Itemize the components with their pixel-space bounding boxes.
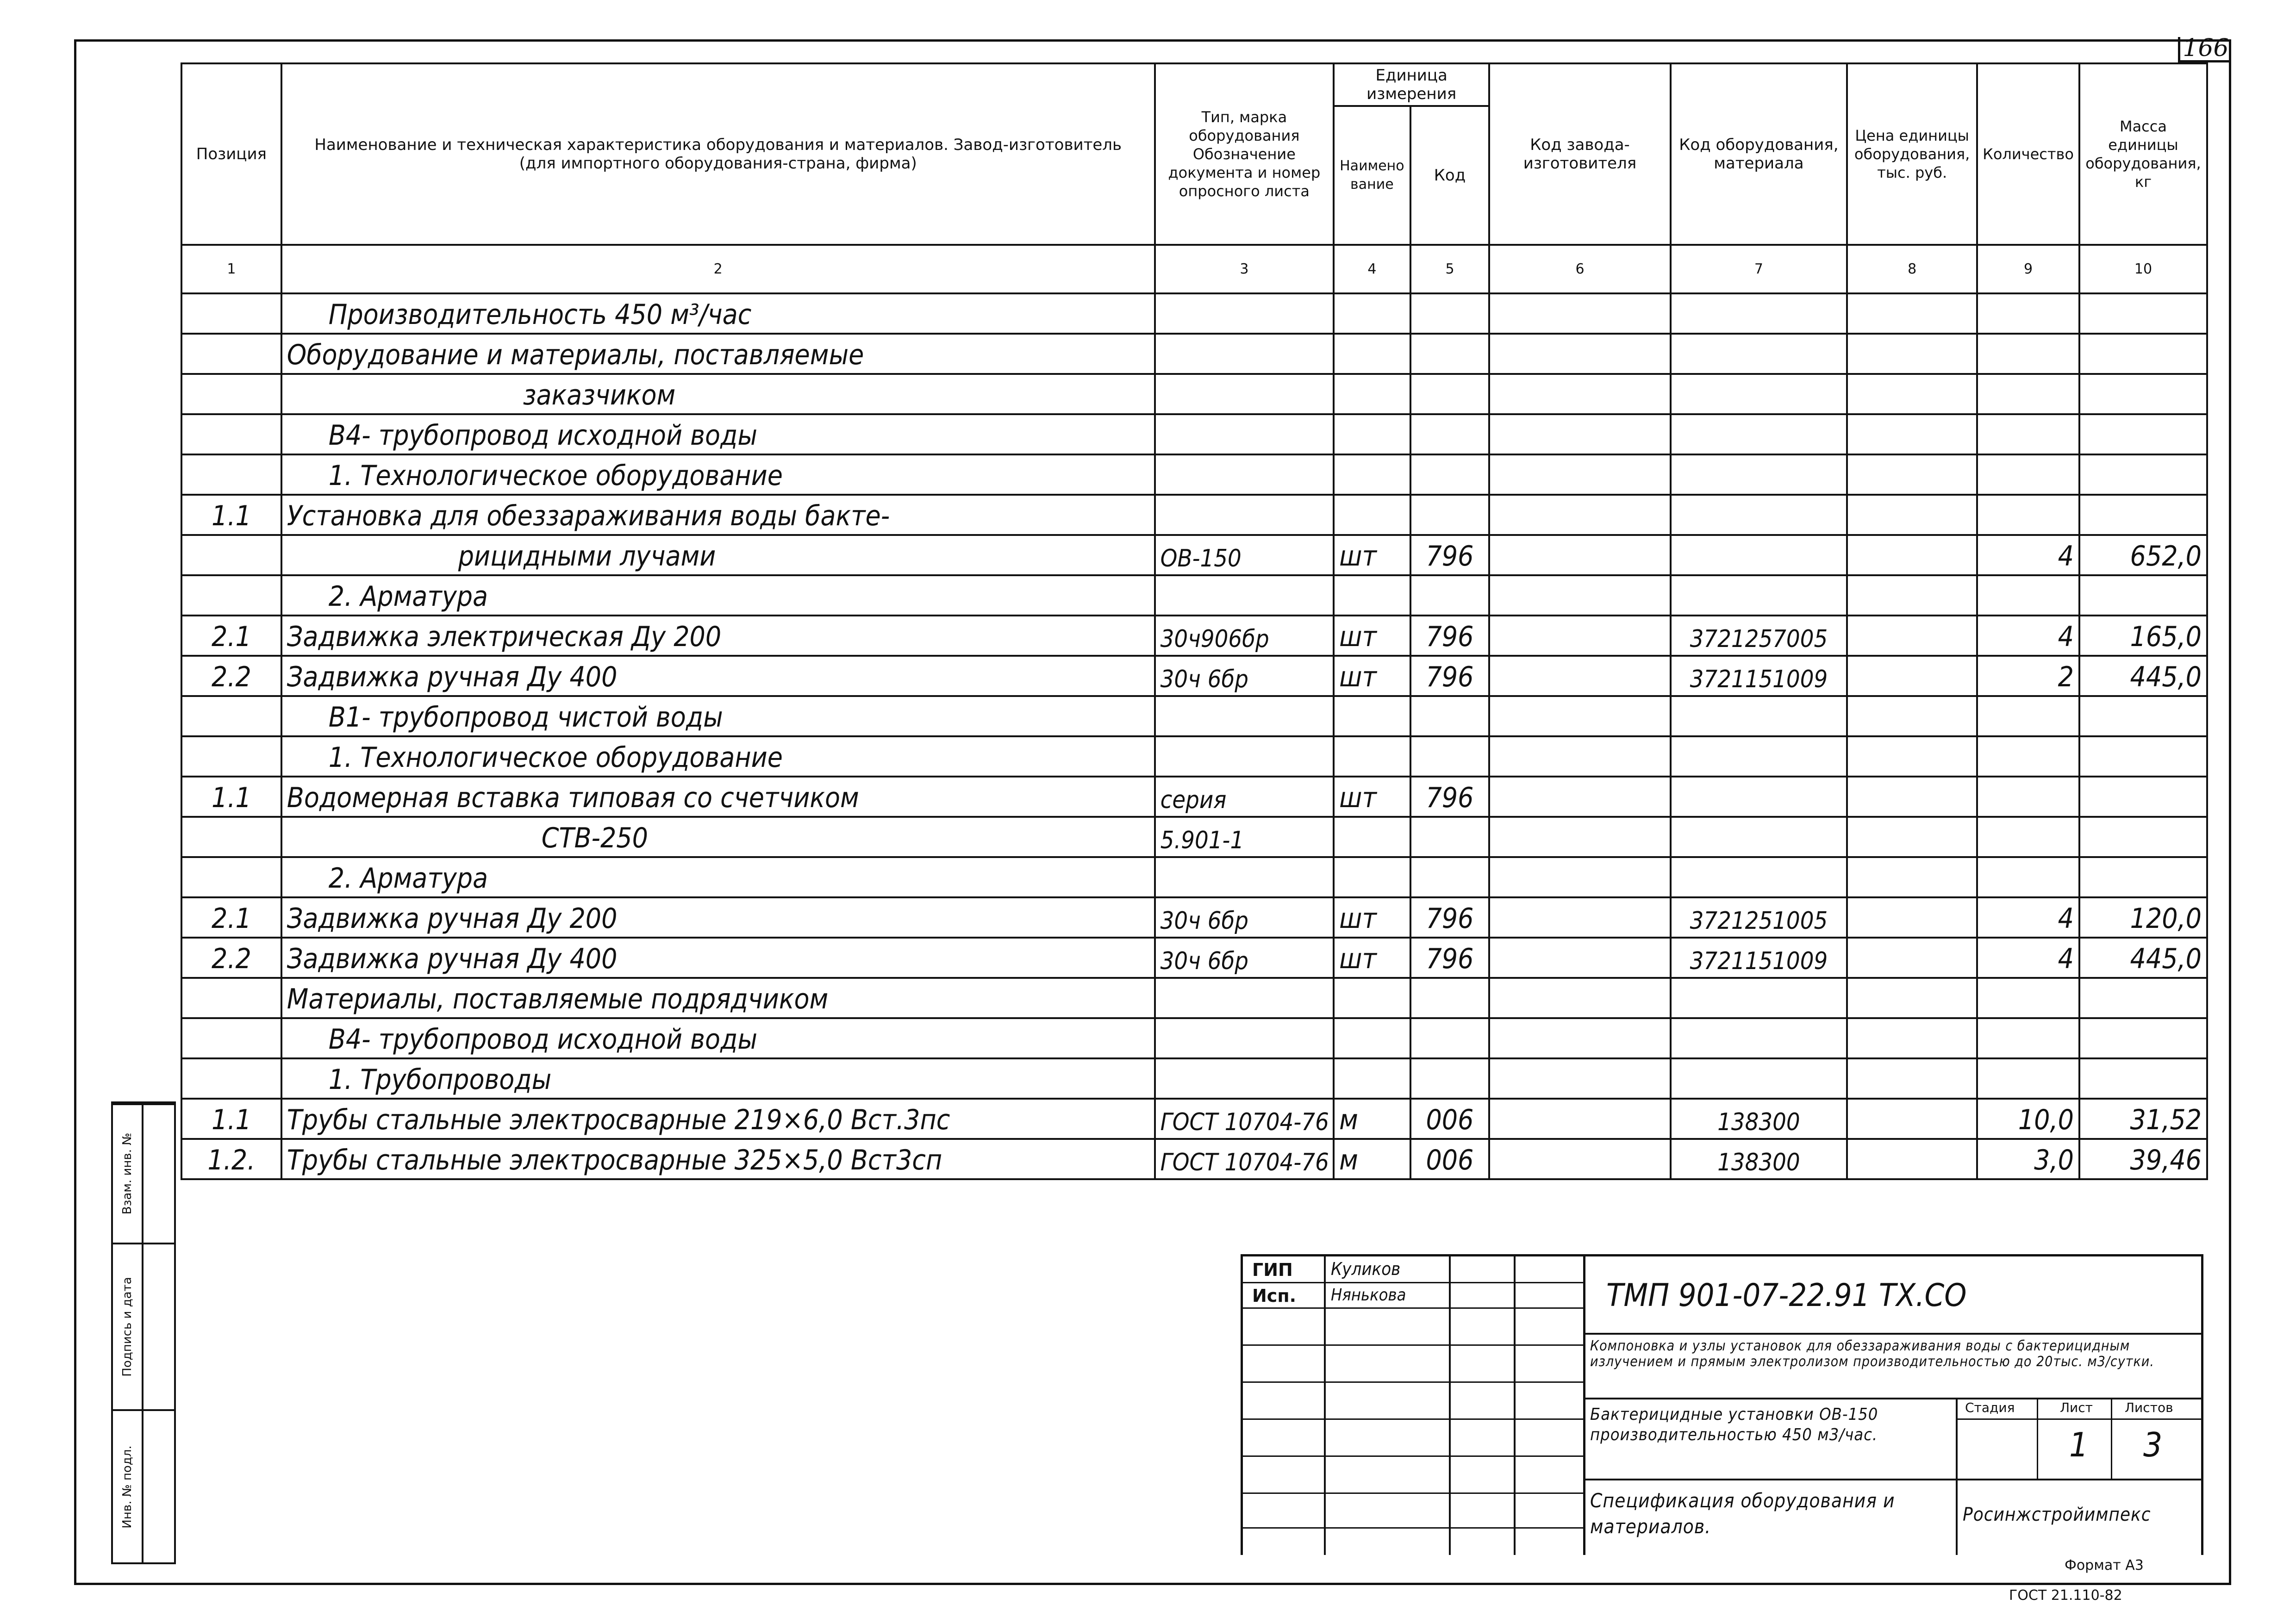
document-title: Спецификация оборудования и материалов. xyxy=(1590,1489,1895,1538)
unit-name-cell xyxy=(1334,414,1410,454)
table-row xyxy=(181,897,2207,938)
name-cell: Материалы, поставляемые подрядчиком xyxy=(281,978,1155,1018)
material-code-cell xyxy=(1671,1018,1847,1058)
type-cell: ГОСТ 10704-76 xyxy=(1155,1099,1334,1139)
material-code-cell xyxy=(1671,293,1847,334)
price-cell xyxy=(1847,575,1977,616)
type-cell xyxy=(1155,1058,1334,1099)
sheet-value: 1 xyxy=(2069,1425,2089,1464)
price-cell xyxy=(1847,938,1977,978)
format-label: Формат А3 xyxy=(2065,1557,2144,1573)
type-cell xyxy=(1155,495,1334,535)
price-cell xyxy=(1847,414,1977,454)
unit-code-cell xyxy=(1410,374,1490,414)
name-cell: Задвижка ручная Ду 200 xyxy=(281,897,1155,938)
price-cell xyxy=(1847,656,1977,696)
type-cell xyxy=(1155,857,1334,897)
type-cell xyxy=(1155,454,1334,495)
unit-name-cell: м xyxy=(1334,1139,1410,1179)
column-number: 1 xyxy=(181,245,281,293)
type-cell xyxy=(1155,696,1334,736)
header-quantity: Количество xyxy=(1977,63,2079,245)
name-cell: 1. Технологическое оборудование xyxy=(281,736,1155,777)
unit-code-cell xyxy=(1410,414,1490,454)
column-number: 3 xyxy=(1155,245,1334,293)
sheet-number: 166 xyxy=(2178,37,2231,62)
mass-cell xyxy=(2079,777,2207,817)
unit-code-cell: 006 xyxy=(1410,1139,1490,1179)
price-cell xyxy=(1847,978,1977,1018)
gost-label: ГОСТ 21.110-82 xyxy=(2009,1587,2122,1604)
table-row xyxy=(181,696,2207,736)
type-cell: 5.901-1 xyxy=(1155,817,1334,857)
price-cell xyxy=(1847,696,1977,736)
unit-name-cell xyxy=(1334,293,1410,334)
type-cell: 30ч 6бр xyxy=(1155,938,1334,978)
position-cell xyxy=(181,696,281,736)
table-row xyxy=(181,334,2207,374)
name-cell: 2. Арматура xyxy=(281,857,1155,897)
plant-code-cell xyxy=(1489,777,1670,817)
name-cell: Трубы стальные электросварные 325×5,0 Вст3сп xyxy=(281,1139,1155,1179)
name-cell: Задвижка ручная Ду 400 xyxy=(281,656,1155,696)
plant-code-cell xyxy=(1489,938,1670,978)
sheets-label: Листов xyxy=(2125,1400,2173,1415)
plant-code-cell xyxy=(1489,454,1670,495)
quantity-cell xyxy=(1977,293,2079,334)
material-code-cell xyxy=(1671,696,1847,736)
position-cell: 1.1 xyxy=(181,495,281,535)
price-cell xyxy=(1847,616,1977,656)
position-cell xyxy=(181,454,281,495)
position-cell xyxy=(181,414,281,454)
unit-code-cell: 796 xyxy=(1410,616,1490,656)
table-row xyxy=(181,616,2207,656)
type-cell xyxy=(1155,293,1334,334)
unit-code-cell xyxy=(1410,696,1490,736)
header-type: Тип, марка оборудования Обозначение документа и номер опросного листа xyxy=(1155,63,1334,245)
unit-name-cell xyxy=(1334,454,1410,495)
name-isp: Нянькова xyxy=(1331,1286,1406,1305)
mass-cell: 445,0 xyxy=(2079,656,2207,696)
unit-name-cell: м xyxy=(1334,1099,1410,1139)
mass-cell xyxy=(2079,575,2207,616)
mass-cell: 120,0 xyxy=(2079,897,2207,938)
position-cell xyxy=(181,736,281,777)
plant-code-cell xyxy=(1489,293,1670,334)
margin-vzam: Взам. инв. № xyxy=(120,1133,135,1215)
price-cell xyxy=(1847,1139,1977,1179)
position-cell xyxy=(181,817,281,857)
column-number: 6 xyxy=(1489,245,1670,293)
unit-code-cell: 006 xyxy=(1410,1099,1490,1139)
material-code-cell xyxy=(1671,374,1847,414)
type-cell xyxy=(1155,374,1334,414)
column-number: 2 xyxy=(281,245,1155,293)
table-row xyxy=(181,777,2207,817)
name-cell: заказчиком xyxy=(281,374,1155,414)
price-cell xyxy=(1847,736,1977,777)
price-cell xyxy=(1847,1018,1977,1058)
header-material-code: Код оборудования, материала xyxy=(1671,63,1847,245)
quantity-cell xyxy=(1977,1018,2079,1058)
plant-code-cell xyxy=(1489,616,1670,656)
price-cell xyxy=(1847,1099,1977,1139)
quantity-cell xyxy=(1977,817,2079,857)
price-cell xyxy=(1847,897,1977,938)
name-cell: 2. Арматура xyxy=(281,575,1155,616)
name-cell: В4- трубопровод исходной воды xyxy=(281,1018,1155,1058)
header-unit-code: Код xyxy=(1410,106,1490,245)
role-isp: Исп. xyxy=(1252,1286,1297,1306)
table-row xyxy=(181,575,2207,616)
name-cell: В4- трубопровод исходной воды xyxy=(281,414,1155,454)
table-row xyxy=(181,817,2207,857)
mass-cell xyxy=(2079,374,2207,414)
position-cell xyxy=(181,978,281,1018)
position-cell xyxy=(181,334,281,374)
unit-name-cell: шт xyxy=(1334,656,1410,696)
name-cell: 1. Трубопроводы xyxy=(281,1058,1155,1099)
unit-code-cell xyxy=(1410,817,1490,857)
plant-code-cell xyxy=(1489,334,1670,374)
column-number: 9 xyxy=(1977,245,2079,293)
mass-cell xyxy=(2079,696,2207,736)
specification-table xyxy=(181,62,2208,1180)
name-cell: 1. Технологическое оборудование xyxy=(281,454,1155,495)
price-cell xyxy=(1847,454,1977,495)
unit-name-cell: шт xyxy=(1334,938,1410,978)
quantity-cell xyxy=(1977,414,2079,454)
position-cell: 1.1 xyxy=(181,1099,281,1139)
unit-name-cell xyxy=(1334,495,1410,535)
position-cell: 2.1 xyxy=(181,897,281,938)
type-cell: ГОСТ 10704-76 xyxy=(1155,1139,1334,1179)
table-row xyxy=(181,857,2207,897)
price-cell xyxy=(1847,334,1977,374)
type-cell xyxy=(1155,978,1334,1018)
unit-code-cell xyxy=(1410,334,1490,374)
unit-name-cell xyxy=(1334,857,1410,897)
margin-inv-podl: Инв. № подл. xyxy=(120,1445,135,1529)
table-row xyxy=(181,414,2207,454)
unit-name-cell xyxy=(1334,817,1410,857)
plant-code-cell xyxy=(1489,495,1670,535)
plant-code-cell xyxy=(1489,414,1670,454)
material-code-cell xyxy=(1671,495,1847,535)
material-code-cell xyxy=(1671,777,1847,817)
type-cell xyxy=(1155,736,1334,777)
stage-label: Стадия xyxy=(1965,1400,2015,1415)
mass-cell xyxy=(2079,1058,2207,1099)
mass-cell xyxy=(2079,857,2207,897)
unit-name-cell xyxy=(1334,696,1410,736)
unit-code-cell xyxy=(1410,978,1490,1018)
unit-name-cell: шт xyxy=(1334,897,1410,938)
unit-code-cell xyxy=(1410,857,1490,897)
position-cell: 2.1 xyxy=(181,616,281,656)
unit-name-cell: шт xyxy=(1334,616,1410,656)
material-code-cell xyxy=(1671,978,1847,1018)
plant-code-cell xyxy=(1489,1018,1670,1058)
material-code-cell: 3721257005 xyxy=(1671,616,1847,656)
table-row xyxy=(181,535,2207,575)
material-code-cell xyxy=(1671,414,1847,454)
unit-code-cell xyxy=(1410,495,1490,535)
unit-name-cell: шт xyxy=(1334,535,1410,575)
unit-code-cell xyxy=(1410,1018,1490,1058)
quantity-cell: 4 xyxy=(1977,897,2079,938)
plant-code-cell xyxy=(1489,1099,1670,1139)
plant-code-cell xyxy=(1489,897,1670,938)
name-cell: В1- трубопровод чистой воды xyxy=(281,696,1155,736)
subject-title: Бактерицидные установки ОВ-150 производительностью 450 м3/час. xyxy=(1590,1405,1878,1444)
header-price: Цена единицы оборудования, тыс. руб. xyxy=(1847,63,1977,245)
position-cell xyxy=(181,857,281,897)
quantity-cell: 2 xyxy=(1977,656,2079,696)
price-cell xyxy=(1847,495,1977,535)
plant-code-cell xyxy=(1489,696,1670,736)
header-unit: Единица измерения xyxy=(1334,63,1489,106)
type-cell xyxy=(1155,414,1334,454)
mass-cell: 165,0 xyxy=(2079,616,2207,656)
quantity-cell xyxy=(1977,575,2079,616)
mass-cell: 445,0 xyxy=(2079,938,2207,978)
quantity-cell: 4 xyxy=(1977,938,2079,978)
price-cell xyxy=(1847,535,1977,575)
price-cell xyxy=(1847,857,1977,897)
role-gip: ГИП xyxy=(1252,1260,1293,1280)
material-code-cell: 3721151009 xyxy=(1671,938,1847,978)
table-row xyxy=(181,495,2207,535)
unit-code-cell: 796 xyxy=(1410,897,1490,938)
sheets-value: 3 xyxy=(2143,1425,2163,1464)
header-position: Позиция xyxy=(181,63,281,245)
price-cell xyxy=(1847,817,1977,857)
header-name: Наименование и техническая характеристика оборудования и материалов. Завод-изготовитель (для импортного оборудования-страна, фирма) xyxy=(281,63,1155,245)
quantity-cell: 4 xyxy=(1977,535,2079,575)
unit-code-cell xyxy=(1410,575,1490,616)
name-cell: СТВ-250 xyxy=(281,817,1155,857)
material-code-cell xyxy=(1671,817,1847,857)
unit-code-cell: 796 xyxy=(1410,777,1490,817)
plant-code-cell xyxy=(1489,1139,1670,1179)
material-code-cell xyxy=(1671,334,1847,374)
margin-podpis: Подпись и дата xyxy=(120,1277,135,1377)
name-cell: Оборудование и материалы, поставляемые xyxy=(281,334,1155,374)
unit-name-cell: шт xyxy=(1334,777,1410,817)
mass-cell: 39,46 xyxy=(2079,1139,2207,1179)
type-cell xyxy=(1155,334,1334,374)
mass-cell xyxy=(2079,495,2207,535)
price-cell xyxy=(1847,293,1977,334)
header-mass: Масса единицы оборудования, кг xyxy=(2079,63,2207,245)
plant-code-cell xyxy=(1489,656,1670,696)
mass-cell xyxy=(2079,414,2207,454)
plant-code-cell xyxy=(1489,736,1670,777)
material-code-cell xyxy=(1671,857,1847,897)
table-row xyxy=(181,1018,2207,1058)
unit-name-cell xyxy=(1334,575,1410,616)
header-unit-name: Наименование xyxy=(1334,106,1410,245)
name-gip: Куликов xyxy=(1331,1259,1401,1279)
table-row xyxy=(181,293,2207,334)
project-title: Компоновка и узлы установок для обеззараживания воды с бактерицидным излучением и прямым электролизом производительностью до 20тыс. м3/сутки. xyxy=(1590,1338,2154,1370)
unit-name-cell xyxy=(1334,1018,1410,1058)
plant-code-cell xyxy=(1489,374,1670,414)
name-cell: Водомерная вставка типовая со счетчиком xyxy=(281,777,1155,817)
mass-cell xyxy=(2079,1018,2207,1058)
position-cell xyxy=(181,1058,281,1099)
plant-code-cell xyxy=(1489,817,1670,857)
column-number: 7 xyxy=(1671,245,1847,293)
unit-code-cell xyxy=(1410,1058,1490,1099)
position-cell: 1.2. xyxy=(181,1139,281,1179)
position-cell xyxy=(181,374,281,414)
quantity-cell: 3,0 xyxy=(1977,1139,2079,1179)
quantity-cell xyxy=(1977,334,2079,374)
mass-cell: 652,0 xyxy=(2079,535,2207,575)
unit-name-cell xyxy=(1334,374,1410,414)
unit-name-cell xyxy=(1334,978,1410,1018)
mass-cell xyxy=(2079,293,2207,334)
material-code-cell xyxy=(1671,454,1847,495)
unit-name-cell xyxy=(1334,334,1410,374)
table-row xyxy=(181,1139,2207,1179)
quantity-cell xyxy=(1977,374,2079,414)
plant-code-cell xyxy=(1489,535,1670,575)
table-row xyxy=(181,1099,2207,1139)
header-plant-code: Код завода-изготовителя xyxy=(1489,63,1670,245)
position-cell: 1.1 xyxy=(181,777,281,817)
plant-code-cell xyxy=(1489,978,1670,1018)
quantity-cell xyxy=(1977,736,2079,777)
price-cell xyxy=(1847,374,1977,414)
name-cell: Задвижка электрическая Ду 200 xyxy=(281,616,1155,656)
table-row xyxy=(181,656,2207,696)
material-code-cell xyxy=(1671,736,1847,777)
quantity-cell xyxy=(1977,777,2079,817)
material-code-cell xyxy=(1671,1058,1847,1099)
quantity-cell xyxy=(1977,696,2079,736)
name-cell: рицидными лучами xyxy=(281,535,1155,575)
quantity-cell xyxy=(1977,1058,2079,1099)
column-number: 8 xyxy=(1847,245,1977,293)
margin-stamp xyxy=(111,1101,176,1564)
column-number: 10 xyxy=(2079,245,2207,293)
mass-cell: 31,52 xyxy=(2079,1099,2207,1139)
unit-code-cell xyxy=(1410,454,1490,495)
column-number: 4 xyxy=(1334,245,1410,293)
plant-code-cell xyxy=(1489,857,1670,897)
table-row xyxy=(181,978,2207,1018)
mass-cell xyxy=(2079,454,2207,495)
table-row xyxy=(181,736,2207,777)
mass-cell xyxy=(2079,817,2207,857)
position-cell: 2.2 xyxy=(181,938,281,978)
material-code-cell: 138300 xyxy=(1671,1139,1847,1179)
unit-name-cell xyxy=(1334,736,1410,777)
table-row xyxy=(181,1058,2207,1099)
position-cell xyxy=(181,575,281,616)
table-row xyxy=(181,454,2207,495)
material-code-cell: 138300 xyxy=(1671,1099,1847,1139)
name-cell: Производительность 450 м³/час xyxy=(281,293,1155,334)
unit-code-cell: 796 xyxy=(1410,938,1490,978)
plant-code-cell xyxy=(1489,575,1670,616)
sheet-label: Лист xyxy=(2060,1400,2093,1415)
type-cell: 30ч 6бр xyxy=(1155,656,1334,696)
name-cell: Задвижка ручная Ду 400 xyxy=(281,938,1155,978)
type-cell xyxy=(1155,575,1334,616)
unit-name-cell xyxy=(1334,1058,1410,1099)
price-cell xyxy=(1847,1058,1977,1099)
table-row xyxy=(181,374,2207,414)
document-code: ТМП 901-07-22.91 ТХ.СО xyxy=(1606,1277,1967,1314)
position-cell xyxy=(181,1018,281,1058)
type-cell: 30ч906бр xyxy=(1155,616,1334,656)
name-cell: Установка для обеззараживания воды бакте- xyxy=(281,495,1155,535)
column-number: 5 xyxy=(1410,245,1490,293)
quantity-cell xyxy=(1977,454,2079,495)
name-cell: Трубы стальные электросварные 219×6,0 Вст.3пс xyxy=(281,1099,1155,1139)
quantity-cell xyxy=(1977,495,2079,535)
material-code-cell xyxy=(1671,575,1847,616)
quantity-cell xyxy=(1977,857,2079,897)
unit-code-cell xyxy=(1410,293,1490,334)
position-cell xyxy=(181,535,281,575)
price-cell xyxy=(1847,777,1977,817)
quantity-cell: 4 xyxy=(1977,616,2079,656)
material-code-cell: 3721251005 xyxy=(1671,897,1847,938)
mass-cell xyxy=(2079,978,2207,1018)
position-cell: 2.2 xyxy=(181,656,281,696)
type-cell: 30ч 6бр xyxy=(1155,897,1334,938)
quantity-cell: 10,0 xyxy=(1977,1099,2079,1139)
quantity-cell xyxy=(1977,978,2079,1018)
unit-code-cell: 796 xyxy=(1410,535,1490,575)
type-cell: серия xyxy=(1155,777,1334,817)
type-cell xyxy=(1155,1018,1334,1058)
title-block xyxy=(1241,1254,2203,1555)
table-row xyxy=(181,938,2207,978)
plant-code-cell xyxy=(1489,1058,1670,1099)
mass-cell xyxy=(2079,736,2207,777)
material-code-cell xyxy=(1671,535,1847,575)
unit-code-cell xyxy=(1410,736,1490,777)
unit-code-cell: 796 xyxy=(1410,656,1490,696)
position-cell xyxy=(181,293,281,334)
organization: Росинжстройимпекс xyxy=(1963,1504,2151,1525)
mass-cell xyxy=(2079,334,2207,374)
type-cell: ОВ-150 xyxy=(1155,535,1334,575)
material-code-cell: 3721151009 xyxy=(1671,656,1847,696)
